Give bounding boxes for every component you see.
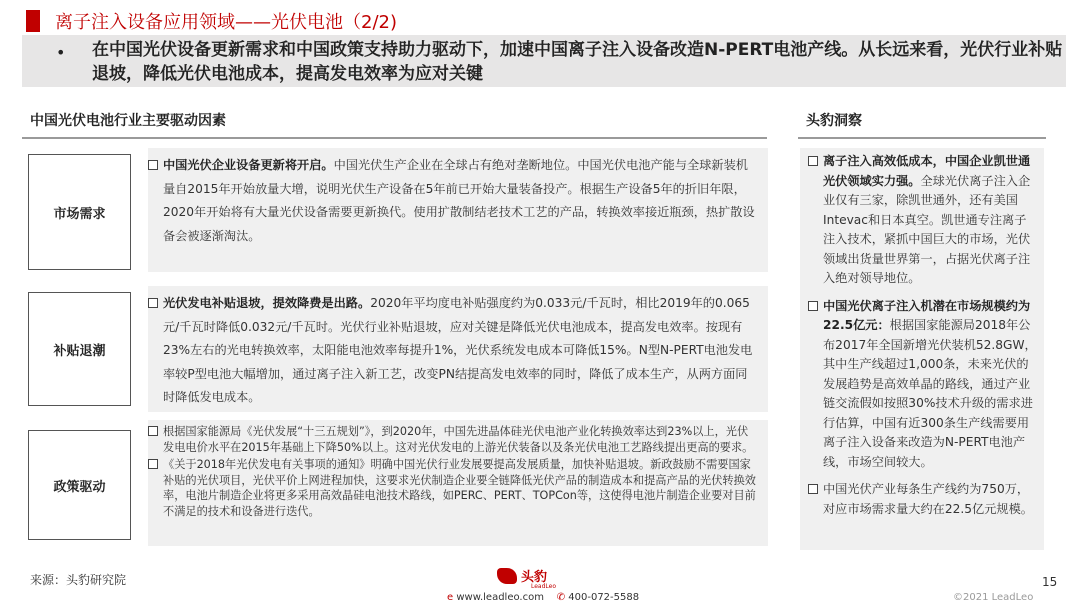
driver-paragraph	[148, 292, 758, 410]
driver-content-subsidy	[148, 286, 768, 412]
source-note: 来源：头豹研究院	[30, 573, 127, 587]
driver-label-policy	[28, 430, 131, 540]
globe-icon: e	[447, 592, 454, 603]
driver-label-text: 补贴退潮	[53, 343, 106, 359]
insight-item	[808, 297, 1038, 473]
summary-banner	[22, 35, 1066, 87]
checkbox-bullet-icon	[148, 160, 158, 170]
checkbox-bullet-icon	[148, 298, 158, 308]
driver-bold-text: 光伏发电补贴退坡，提效降费是出路。	[163, 296, 371, 310]
driver-content-market	[148, 148, 768, 272]
checkbox-bullet-icon	[148, 426, 158, 436]
title-accent-bar	[26, 10, 40, 32]
phone-icon: ✆	[556, 592, 566, 603]
insight-text: 根据国家能源局2018年公布2017年全国新增光伏装机52.8GW，其中生产线超过1,000条，未来光伏的发展趋势是高效单晶的路线，通过产业链交流假如按照30%技术升级的需求进行估算，中国有近300条生产线需要用离子注入设备来改造为N-PERT电池产线，市场空间较大。	[823, 318, 1037, 469]
driver-text: 中国光伏生产企业在全球占有绝对垄断地位。中国光伏电池产能与全球新装机量自2015年开始放量大增，说明光伏生产设备在5年前已开始大量装备投产。根据生产设备5年的折旧年限，2020年开始将有大量光伏设备需要更新换代。使用扩散制结老技术工艺的产品，转换效率接近瓶颈，热扩散设备会被逐渐淘汰。	[163, 158, 755, 243]
policy-item	[148, 457, 758, 519]
insight-box	[800, 148, 1044, 550]
bullet-icon: •	[56, 43, 66, 62]
page-number: 15	[1042, 575, 1058, 589]
insight-item	[808, 480, 1038, 519]
policy-item-text: 《关于2018年光伏发电有关事项的通知》明确中国光伏行业发展要提高发展质量，加快补贴退坡。新政鼓励不需要国家补贴的光伏项目，光伏平价上网进程加快，这要求光伏制造企业要全链降低光伏产品的制造成本和提高产品的光伏转换效率，电池片制造企业将更多采用高效晶硅电池技术路线，如PERC、PERT、TOPCon等，这使得电池片制造企业要对目前不满足的技术和设备进行迭代。	[163, 458, 756, 518]
driver-label-text: 政策驱动	[53, 479, 106, 495]
left-section-heading: 中国光伏电池行业主要驱动因素	[30, 113, 226, 129]
right-section-divider	[798, 137, 1046, 139]
insight-text: 全球光伏离子注入企业仅有三家，除凯世通外，还有美国Intevac和日本真空。凯世通专注离子注入技术，紧抓中国巨大的市场，光伏领域出货量世界第一，占据光伏离子注入绝对领导地位。	[823, 173, 1031, 285]
phone-number: 400-072-5588	[568, 592, 640, 603]
copyright: ©2021 LeadLeo	[953, 592, 1034, 603]
policy-item-text: 根据国家能源局《光伏发展“十三五规划”》，到2020年，中国先进晶体硅光伏电池产业化转换效率达到23%以上，光伏发电电价水平在2015年基础上下降50%以上。这对光伏发电的上游光伏装备以及条光伏电池工艺路线提出更高的要求。	[163, 425, 754, 454]
driver-paragraph	[148, 154, 758, 248]
driver-label-subsidy	[28, 292, 131, 406]
insight-text: 中国光伏产业每条生产线约为750万，对应市场需求量大约在22.5亿元规模。	[823, 482, 1033, 516]
policy-item	[148, 424, 758, 455]
driver-label-market	[28, 154, 131, 270]
insight-item	[808, 152, 1038, 289]
insight-bold-text: 离子注入高效低成本，中国企业凯世通光伏领域实力强。	[823, 154, 1031, 188]
checkbox-bullet-icon	[808, 156, 818, 166]
driver-bold-text: 中国光伏企业设备更新将开启。	[163, 158, 334, 172]
footer-contact	[447, 592, 639, 603]
left-section-divider	[22, 137, 767, 139]
page-title: 离子注入设备应用领域——光伏电池（2/2)	[55, 12, 397, 33]
right-section-heading: 头豹洞察	[806, 113, 862, 129]
checkbox-bullet-icon	[808, 484, 818, 494]
logo-text: 头豹	[521, 570, 548, 585]
driver-label-text: 市场需求	[53, 206, 106, 222]
website-link[interactable]: www.leadleo.com	[456, 592, 544, 603]
logo-subtext: LeadLeo	[531, 583, 557, 590]
driver-text: 2020年平均度电补贴强度约为0.033元/千瓦时，相比2019年的0.065元/千瓦时降低0.032元/千瓦时。光伏行业补贴退坡，应对关键是降低光伏电池成本，提高发电效率。按现有23%左右的光电转换效率，太阳能电池效率每提升1%，光伏系统发电成本可降低15%。N型N-PERT电池发电率较P型电池大幅增加，通过离子注入新工艺，改变PN结提高发电效率的同时，降低了成本生产，从两方面同时降低发电成本。	[163, 296, 753, 404]
summary-text: 在中国光伏设备更新需求和中国政策支持助力驱动下，加速中国离子注入设备改造N-PERT电池产线。从长远来看，光伏行业补贴退坡，降低光伏电池成本，提高发电效率为应对关键	[92, 40, 1063, 84]
checkbox-bullet-icon	[148, 459, 158, 469]
leopard-logo-icon	[497, 568, 517, 584]
driver-content-policy	[148, 420, 768, 546]
insight-bold-text: 中国光伏离子注入机潜在市场规模约为22.5亿元：	[823, 298, 1031, 332]
checkbox-bullet-icon	[808, 301, 818, 311]
